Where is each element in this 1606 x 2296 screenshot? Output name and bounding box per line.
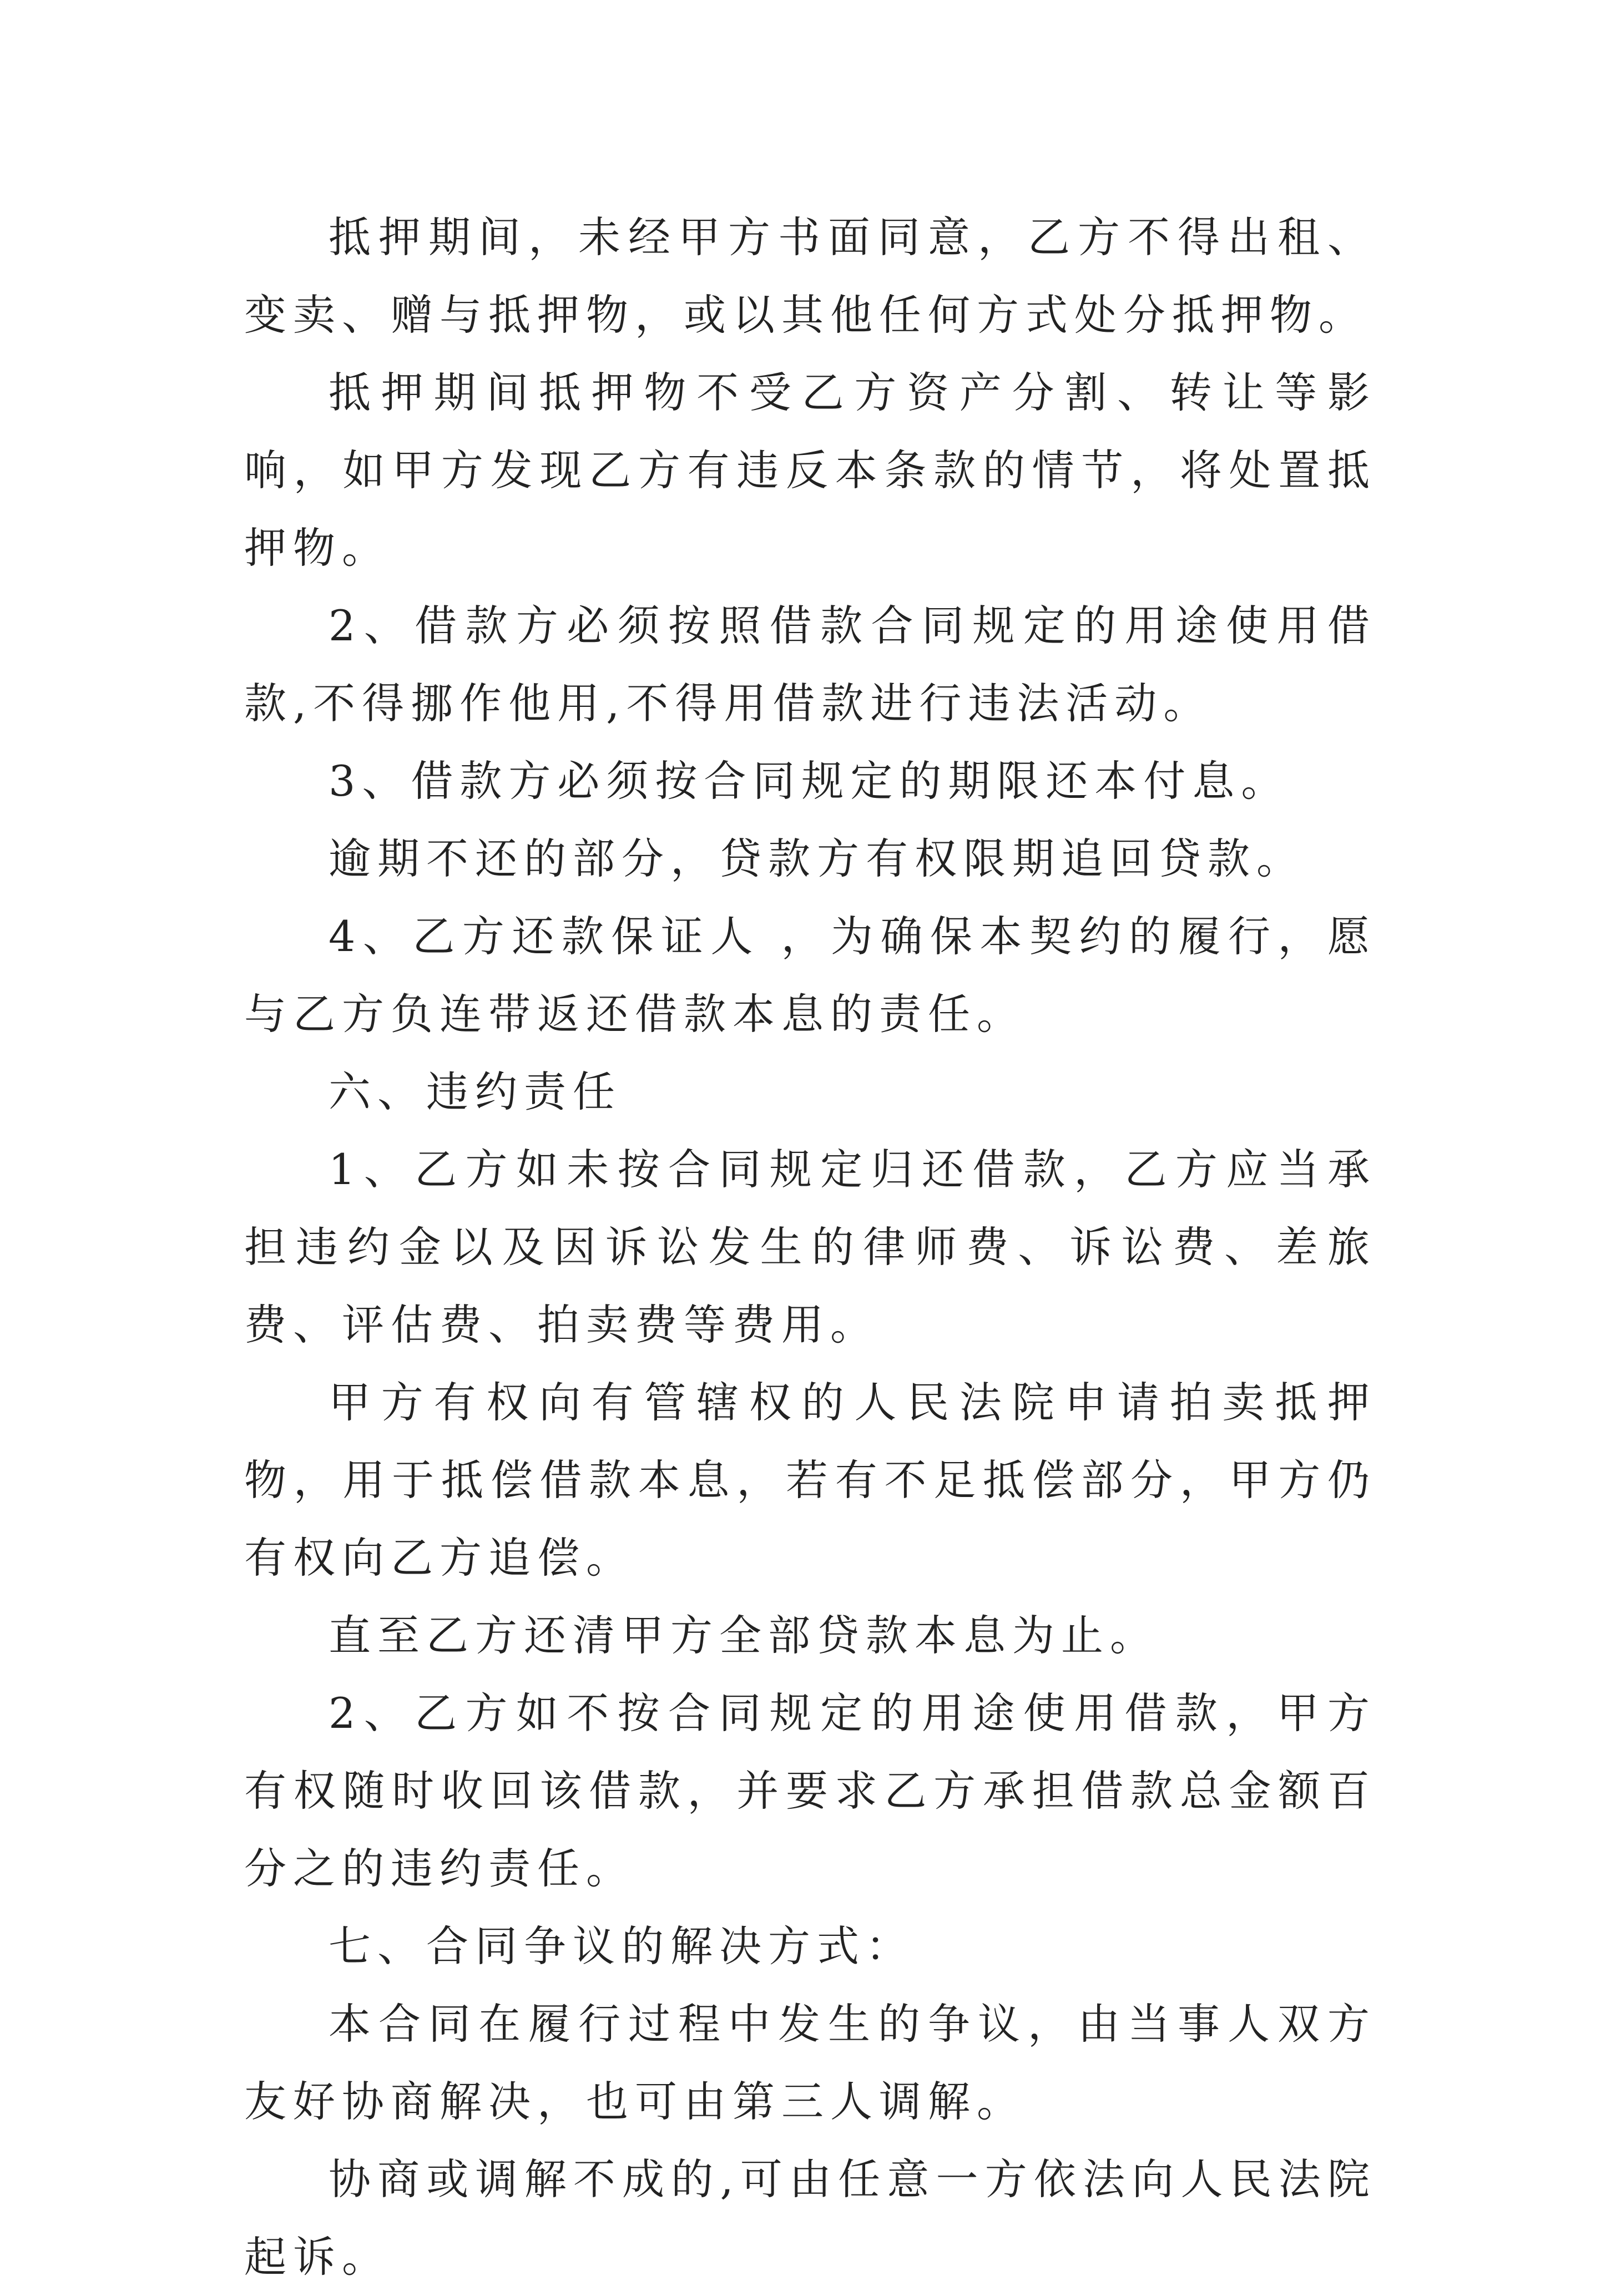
paragraph-overdue-recovery: 逾期不还的部分，贷款方有权限期追回贷款。 [329,834,1305,883]
paragraph-breach-clause-2: 2、乙方如不按合同规定的用途使用借款，甲方有权随时收回该借款，并要求乙方承担借款总金额百分之的违约责任。 [244,1688,1376,1893]
paragraph-dispute-litigation: 协商或调解不成的,可由任意一方依法向人民法院起诉。 [244,2155,1376,2282]
paragraph-breach-clause-1: 1、乙方如未按合同规定归还借款，乙方应当承担违约金以及因诉讼发生的律师费、诉讼费、差旅费、评估费、拍卖费等费用。 [244,1145,1376,1349]
paragraph-dispute-negotiation: 本合同在履行过程中发生的争议，由当事人双方友好协商解决，也可由第三人调解。 [244,1999,1376,2126]
paragraph-clause-2-loan-use: 2、借款方必须按照借款合同规定的用途使用借款,不得挪作他用,不得用借款进行违法活动。 [244,601,1376,728]
contract-body [244,199,1376,2296]
paragraph-auction-right: 甲方有权向有管辖权的人民法院申请拍卖抵押物，用于抵偿借款本息，若有不足抵偿部分，甲方仍有权向乙方追偿。 [244,1378,1376,1582]
section-heading-dispute-resolution: 七、合同争议的解决方式： [329,1921,915,1971]
paragraph-clause-4-guarantor: 4、乙方还款保证人 ，为确保本契约的履行，愿与乙方负连带返还借款本息的责任。 [244,912,1376,1039]
section-heading-breach-liability: 六、违约责任 [329,1067,622,1116]
paragraph-mortgage-protection: 抵押期间抵押物不受乙方资产分割、转让等影响，如甲方发现乙方有违反本条款的情节，将处置抵押物。 [244,368,1376,573]
paragraph-mortgage-restriction: 抵押期间，未经甲方书面同意，乙方不得出租、变卖、赠与抵押物，或以其他任何方式处分抵押物。 [244,213,1376,340]
paragraph-until-repaid: 直至乙方还清甲方全部贷款本息为止。 [329,1611,1159,1660]
paragraph-clause-3-repayment: 3、借款方必须按合同规定的期限还本付息。 [329,756,1290,806]
